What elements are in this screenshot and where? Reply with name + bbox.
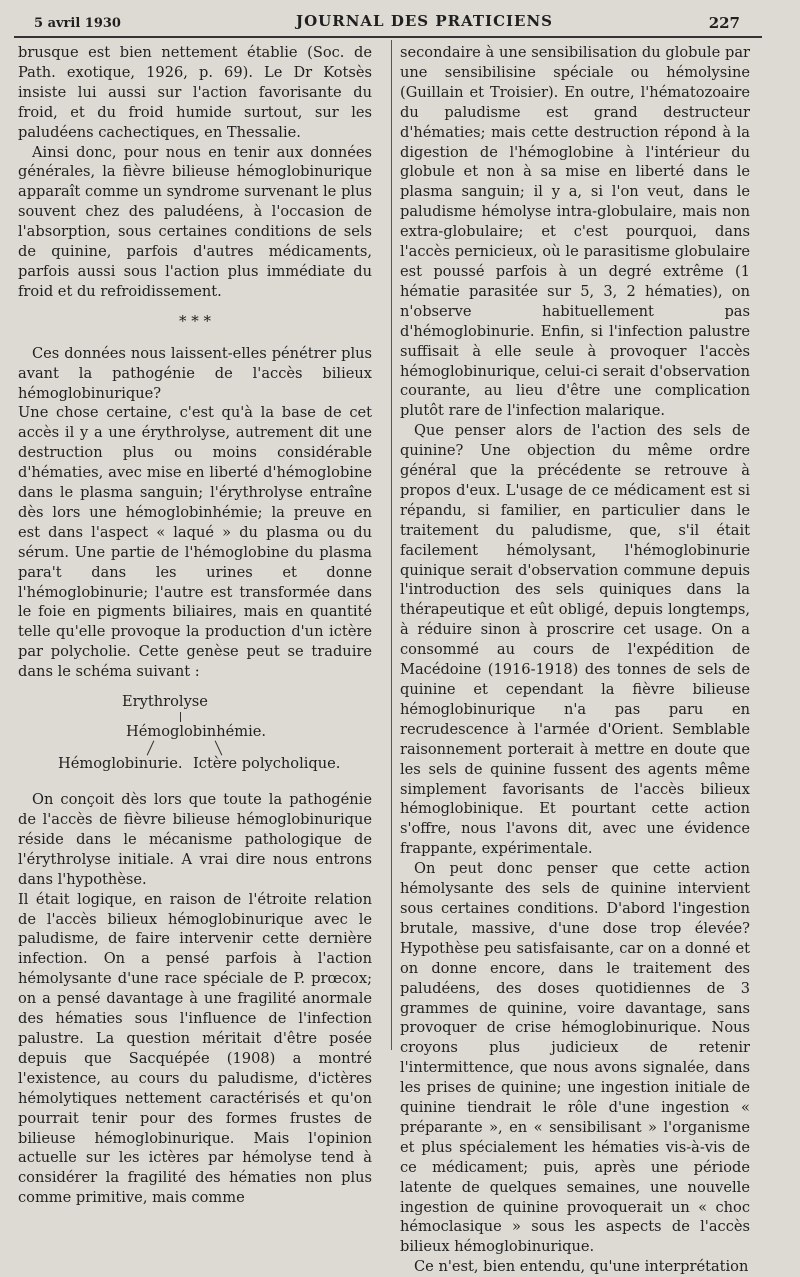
schema-ictere: Ictère polycholique. (193, 755, 341, 773)
left-column (18, 43, 372, 1208)
page-number: 227 (708, 14, 740, 32)
right-column (400, 43, 750, 1277)
schema-line (180, 712, 181, 722)
paragraph: Ainsi donc, pour nous en tenir aux données générales, la fièvre bilieuse hémoglobinurique apparaît comme un syndrome survenant le plus souvent chez des paludéens, à l'occasion de l'absorption, sous certaines conditions de sels de quinine, parfois d'autres médicaments, parfois aussi sous l'action plus immédiate du froid et du refroidissement. (18, 143, 372, 300)
schema-hemoglobinhemie: Hémoglobinhémie. (126, 723, 267, 741)
paragraph: Ce n'est, bien entendu, qu'une interprétation (414, 1258, 749, 1276)
journal-title: JOURNAL DES PRATICIENS (296, 12, 553, 30)
paragraph: Que penser alors de l'action des sels de quinine? Une objection du même ordre général que la précédente se retrouve à propos d'eux. L'usage de ce médicament est si répandu, si familier, en particulier dans le traitement du paludisme, que, s'il était facilement hémolysant, l'hémoglobinurie quinique serait d'observation commune depuis l'introduction des sels quiniques dans la thérapeutique et eût obligé, depuis longtemps, à réduire sinon à proscrire cet usage. On a consommé au cours de l'expédition de Macédoine (1916-1918) des tonnes de sels de quinine et cependant la fièvre bilieuse hémoglobinurique n'a pas paru en recrudescence à l'armée d'Orient. Semblable raisonnement porterait à mettre en doute que les sels de quinine fussent des agents même simplement favorisants de l'accès bilieux hémoglobinique. Et pourtant cette action s'offre, nous l'avons dit, avec une évidence frappante, expérimentale. (400, 422, 750, 858)
paragraph: On peut donc penser que cette action hémolysante des sels de quinine intervient sous certaines conditions. D'abord l'ingestion brutale, massive, d'une dose trop élevée? Hypothèse peu satisfaisante, car on a donné et on donne encore, dans le traitement des paludéens, des doses quotidiennes de 3 grammes de quinine, voire davantage, sans provoquer de crise hémoglobinurique. Nous croyons plus judicieux de retenir l'intermittence, que nous avons signalée, dans les prises de quinine; une ingestion initiale de quinine tiendrait le rôle d'une ingestion « préparante », en « sensibilisant » l'organisme et plus spécialement les hématies vis-à-vis de ce médicament; puis, après une période latente de quelques semaines, une nouvelle ingestion de quinine provoquerait un « choc hémoclasique » sous les aspects de l'accès bilieux hémoglobinurique. (400, 860, 750, 1256)
paragraph: Une chose certaine, c'est qu'à la base de cet accès il y a une érythrolyse, autrement dit une destruction plus ou moins considérable d'hématies, avec mise en liberté d'hémoglobine dans le plasma sanguin; l'érythrolyse entraîne dès lors une hémoglobinhémie; la preuve en est dans l'aspect « laqué » du plasma ou du sérum. Une partie de l'hémoglobine du plasma para't dans les urines et donne l'hémoglobinurie; l'autre est transformée dans le foie en pigments biliaires, mais en quantité telle qu'elle provoque la production d'un ictère par polycholie. Cette genèse peut se traduire dans le schéma suivant : (18, 404, 372, 681)
page-header (14, 12, 754, 36)
paragraph: On conçoit dès lors que toute la pathogénie de l'accès de fièvre bilieuse hémoglobinurique réside dans le mécanisme pathologique de l'érythrolyse initiale. A vrai dire nous entrons dans l'hypothèse. (18, 791, 372, 888)
section-separator: * * * (178, 311, 212, 330)
header-rule (14, 36, 762, 38)
column-divider (391, 40, 392, 1050)
paragraph: Il était logique, en raison de l'étroite relation de l'accès bilieux hémoglobinurique avec le paludisme, de faire intervenir cette dernière infection. On a pensé parfois à l'action hémolysante d'une race spéciale de P. prœcox; on a pensé davantage à une fragilité anormale des hématies sous l'influence de l'infection palustre. La question méritait d'être posée depuis que Sacquépée (1908) a montré l'existence, au cours du paludisme, d'ictères hémolytiques nettement caractérisés et qu'on pourrait tenir pour des formes frustes de bilieuse hémoglobinurique. Mais l'opinion actuelle sur les ictères par hémolyse tend à considérer la fragilité des hématies non plus comme primitive, mais comme (18, 890, 372, 1207)
schema-erythrolyse: Erythrolyse (122, 693, 208, 711)
schema-hemoglobinurie: Hémoglobinurie. (58, 755, 183, 773)
pathogenesis-schema (18, 692, 372, 778)
paragraph: brusque est bien nettement établie (Soc. de Path. exotique, 1926, p. 69). Le Dr Kotsès insiste lui aussi sur l'action favorisante du froid, et du froid humide surtout, sur les paludéens cachectiques, en Thessalie. (18, 44, 372, 141)
paragraph: secondaire à une sensibilisation du globule par une sensibilisine spéciale ou hémolysine (Guillain et Troisier). En outre, l'hématozoaire du paludisme est grand destructeur d'hématies; mais cette destruction répond à la digestion de l'hémoglobine à l'intérieur du globule et non à sa mise en liberté dans le plasma sanguin; il y a, si l'on veut, dans le paludisme hémolyse intra-globulaire, mais non extra-globulaire; et c'est pourquoi, dans l'accès pernicieux, où le parasitisme globulaire est poussé parfois à un degré extrême (1 hématie parasitée sur 5, 3, 2 hématies), on n'observe habituellement pas d'hémoglobinurie. Enfin, si l'infection palustre suffisait à elle seule à provoquer l'accès hémoglobinurique, celui-ci serait d'observation courante, au lieu d'être une complication plutôt rare de l'infection malarique. (400, 44, 750, 420)
paragraph: Ces données nous laissent-elles pénétrer plus avant la pathogénie de l'accès bilieux hémoglobinurique? (18, 344, 372, 402)
issue-date: 5 avril 1930 (34, 16, 121, 31)
